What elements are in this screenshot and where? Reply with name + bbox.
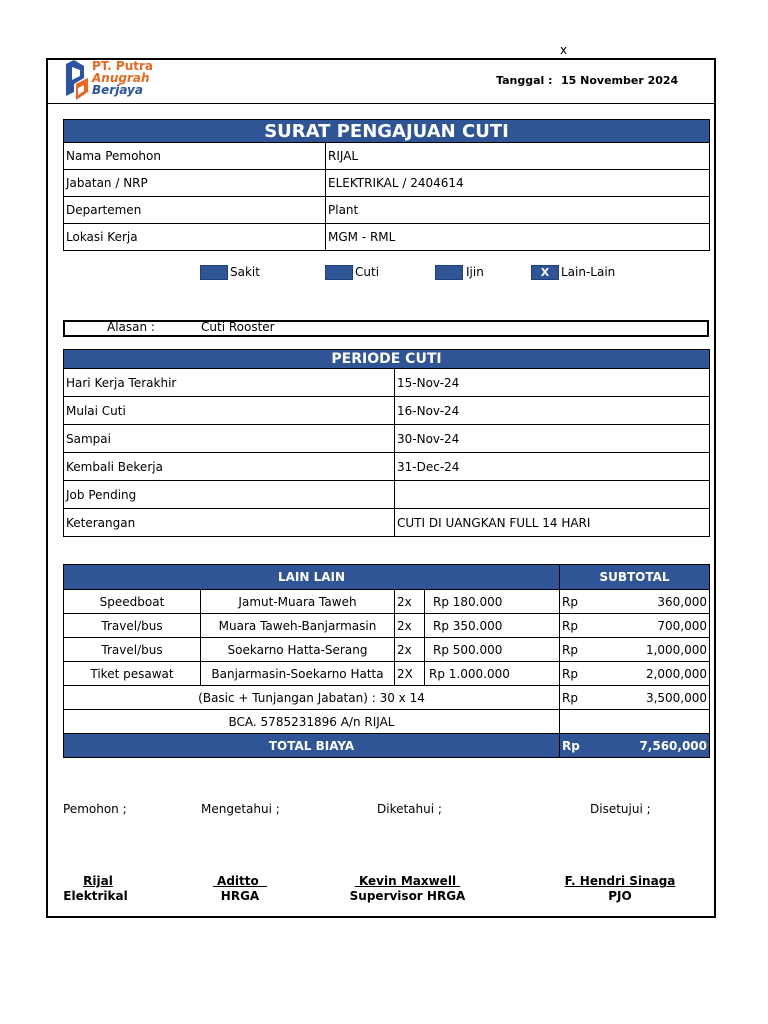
field-value: 30-Nov-24 bbox=[395, 425, 710, 453]
table-row bbox=[64, 614, 710, 638]
cost-currency: Rp bbox=[560, 590, 586, 614]
company-name-line3: Berjaya bbox=[92, 83, 143, 97]
signature-name: F. Hendri Sinaga bbox=[564, 874, 676, 888]
cost-type: Travel/bus bbox=[64, 638, 201, 662]
header-divider bbox=[46, 103, 716, 104]
form-title: SURAT PENGAJUAN CUTI bbox=[64, 120, 710, 143]
cost-type: Travel/bus bbox=[64, 614, 201, 638]
field-label: Keterangan bbox=[64, 509, 395, 537]
field-value: 16-Nov-24 bbox=[395, 397, 710, 425]
field-label: Mulai Cuti bbox=[64, 397, 395, 425]
sig-role-pemohon: Pemohon ; bbox=[63, 802, 127, 816]
cost-table bbox=[63, 564, 710, 758]
sig-role-diketahui: Diketahui ; bbox=[377, 802, 442, 816]
field-value: RIJAL bbox=[326, 143, 710, 170]
cost-price: Rp 1.000.000 bbox=[425, 662, 560, 686]
checkbox-sakit[interactable] bbox=[200, 265, 228, 280]
cost-header-left: LAIN LAIN bbox=[64, 565, 560, 590]
signature-title: HRGA bbox=[220, 889, 260, 903]
signature-name: Aditto bbox=[217, 874, 259, 888]
signature-name: Rijal bbox=[83, 874, 113, 888]
total-currency: Rp bbox=[560, 734, 586, 758]
checkbox-label: Lain-Lain bbox=[561, 265, 616, 279]
field-label: Kembali Bekerja bbox=[64, 453, 395, 481]
table-row bbox=[64, 425, 710, 453]
signature-title: PJO bbox=[608, 889, 632, 903]
table-row bbox=[64, 710, 710, 734]
cost-subtotal: 1,000,000 bbox=[586, 638, 710, 662]
checkbox-cuti[interactable] bbox=[325, 265, 353, 280]
company-name-line1: PT. Putra bbox=[92, 59, 153, 73]
cost-qty: 2X bbox=[395, 662, 425, 686]
cost-route: Muara Taweh-Banjarmasin bbox=[201, 614, 395, 638]
cost-route: Banjarmasin-Soekarno Hatta bbox=[201, 662, 395, 686]
empty-cell bbox=[560, 710, 710, 734]
table-row bbox=[64, 481, 710, 509]
salary-label: (Basic + Tunjangan Jabatan) : 30 x 14 bbox=[64, 686, 560, 710]
checkbox-label: Sakit bbox=[230, 265, 260, 279]
field-value: ELEKTRIKAL / 2404614 bbox=[326, 170, 710, 197]
sig-role-mengetahui: Mengetahui ; bbox=[201, 802, 280, 816]
table-row bbox=[64, 453, 710, 481]
table-row bbox=[64, 686, 710, 710]
cost-type: Speedboat bbox=[64, 590, 201, 614]
cost-currency: Rp bbox=[560, 686, 586, 710]
cost-subtotal: 360,000 bbox=[586, 590, 710, 614]
reason-box bbox=[63, 320, 709, 337]
reason-value: Cuti Rooster bbox=[201, 320, 275, 334]
field-value: MGM - RML bbox=[326, 224, 710, 251]
cost-header-right: SUBTOTAL bbox=[560, 565, 710, 590]
date-value: 15 November 2024 bbox=[561, 74, 679, 87]
cost-qty: 2x bbox=[395, 614, 425, 638]
table-row bbox=[64, 638, 710, 662]
table-row bbox=[64, 397, 710, 425]
cost-qty: 2x bbox=[395, 638, 425, 662]
field-value: 31-Dec-24 bbox=[395, 453, 710, 481]
cost-route: Jamut-Muara Taweh bbox=[201, 590, 395, 614]
cost-price: Rp 180.000 bbox=[425, 590, 560, 614]
applicant-table bbox=[63, 119, 710, 251]
bank-account: BCA. 5785231896 A/n RIJAL bbox=[64, 710, 560, 734]
table-row bbox=[64, 224, 710, 251]
signature-title: Elektrikal bbox=[63, 889, 128, 903]
table-row bbox=[64, 662, 710, 686]
company-name-line2: Anugrah bbox=[92, 71, 150, 85]
cost-route: Soekarno Hatta-Serang bbox=[201, 638, 395, 662]
field-value: Plant bbox=[326, 197, 710, 224]
checkbox-label: Ijin bbox=[466, 265, 484, 279]
table-row bbox=[64, 143, 710, 170]
cost-currency: Rp bbox=[560, 614, 586, 638]
checkbox-lain-lain[interactable]: X bbox=[531, 265, 559, 280]
total-label: TOTAL BIAYA bbox=[64, 734, 560, 758]
cost-qty: 2x bbox=[395, 590, 425, 614]
field-label: Departemen bbox=[64, 197, 326, 224]
period-table bbox=[63, 349, 710, 537]
table-row bbox=[64, 197, 710, 224]
signature-name: Kevin Maxwell bbox=[358, 874, 457, 888]
field-label: Lokasi Kerja bbox=[64, 224, 326, 251]
cost-price: Rp 500.000 bbox=[425, 638, 560, 662]
table-row bbox=[64, 509, 710, 537]
total-value: 7,560,000 bbox=[586, 734, 710, 758]
table-row bbox=[64, 369, 710, 397]
date-label: Tanggal : bbox=[496, 74, 553, 87]
sig-role-disetujui: Disetujui ; bbox=[590, 802, 651, 816]
checkbox-ijin[interactable] bbox=[435, 265, 463, 280]
field-label: Hari Kerja Terakhir bbox=[64, 369, 395, 397]
top-mark: x bbox=[560, 43, 568, 57]
table-row bbox=[64, 590, 710, 614]
salary-subtotal: 3,500,000 bbox=[586, 686, 710, 710]
field-value: 15-Nov-24 bbox=[395, 369, 710, 397]
cost-currency: Rp bbox=[560, 638, 586, 662]
cost-type: Tiket pesawat bbox=[64, 662, 201, 686]
reason-label: Alasan : bbox=[107, 320, 155, 334]
cost-price: Rp 350.000 bbox=[425, 614, 560, 638]
period-title: PERIODE CUTI bbox=[64, 350, 710, 369]
signature-title: Supervisor HRGA bbox=[349, 889, 466, 903]
field-value bbox=[395, 481, 710, 509]
field-label: Jabatan / NRP bbox=[64, 170, 326, 197]
field-value: CUTI DI UANGKAN FULL 14 HARI bbox=[395, 509, 710, 537]
table-row bbox=[64, 170, 710, 197]
field-label: Nama Pemohon bbox=[64, 143, 326, 170]
cost-subtotal: 2,000,000 bbox=[586, 662, 710, 686]
cost-subtotal: 700,000 bbox=[586, 614, 710, 638]
field-label: Job Pending bbox=[64, 481, 395, 509]
cost-currency: Rp bbox=[560, 662, 586, 686]
field-label: Sampai bbox=[64, 425, 395, 453]
checkbox-label: Cuti bbox=[355, 265, 380, 279]
